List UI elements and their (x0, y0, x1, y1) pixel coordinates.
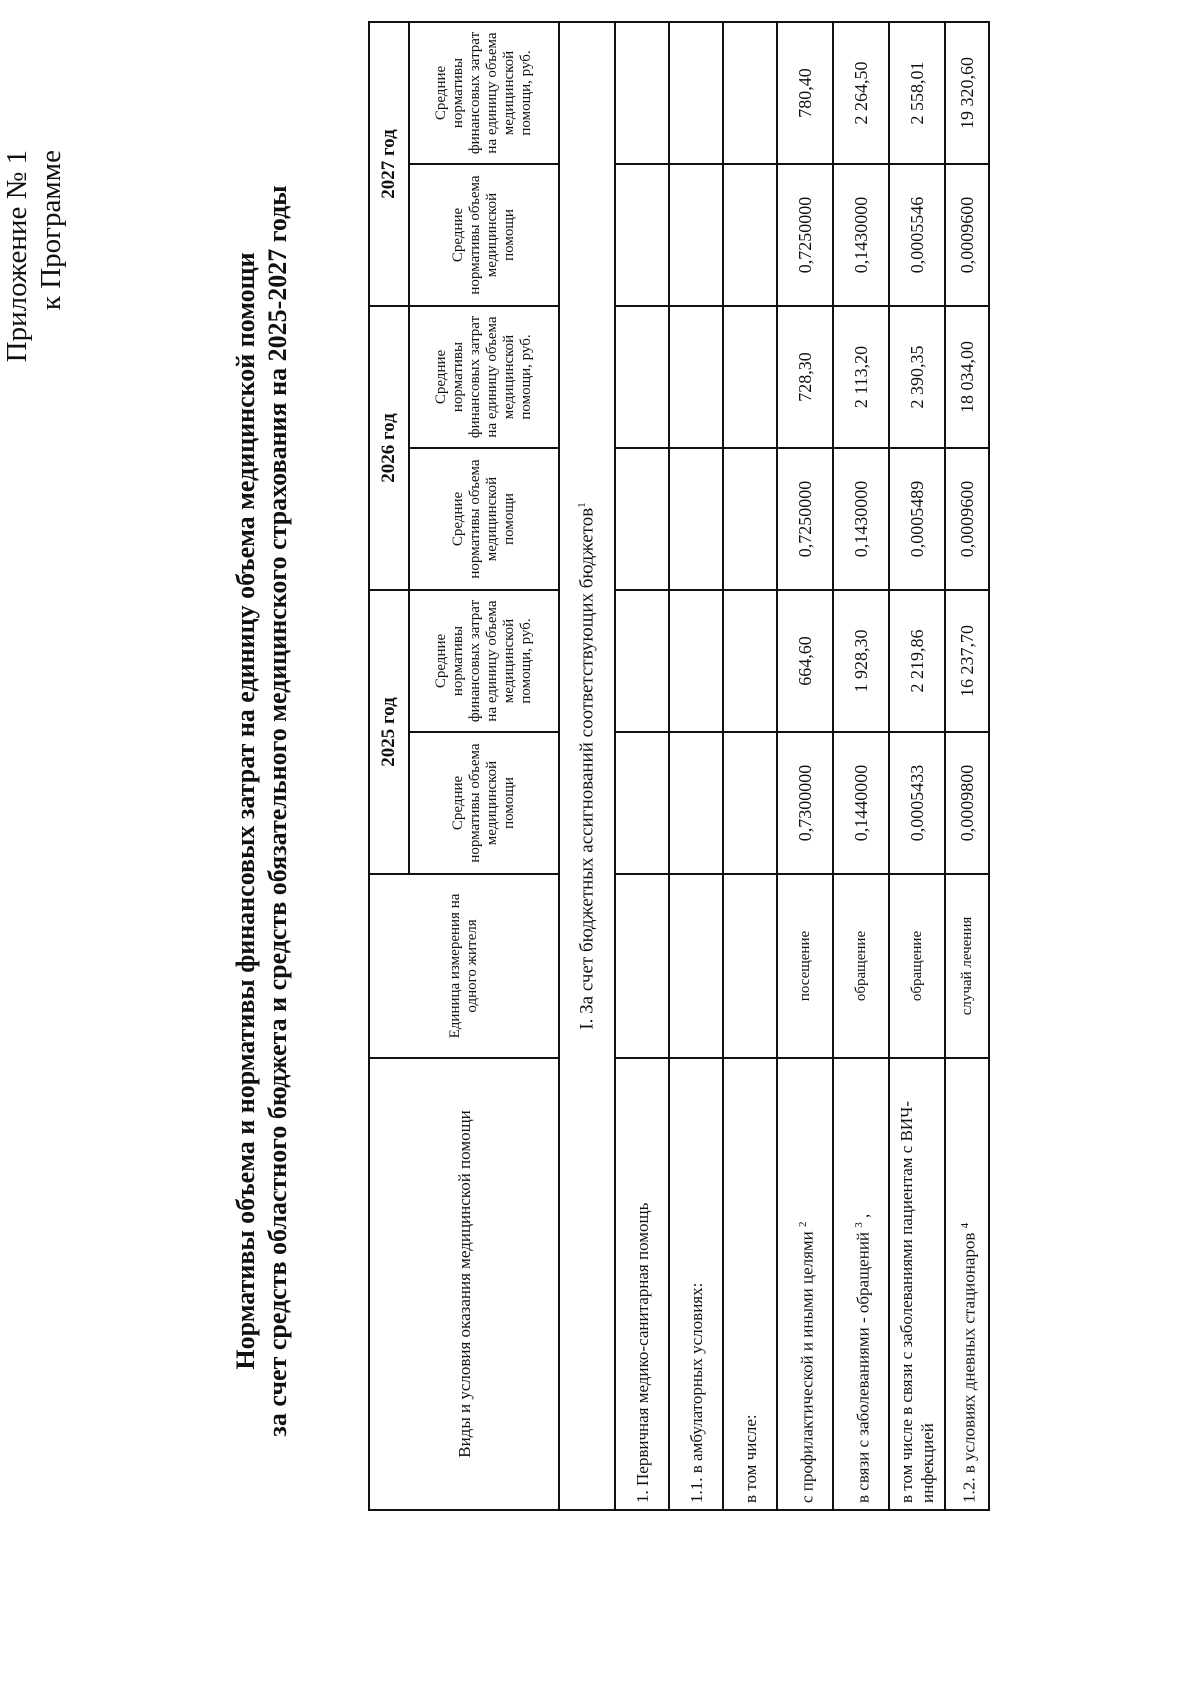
cell-volume-2027 (669, 164, 723, 306)
cell-cost-2026 (615, 306, 669, 448)
row-unit (669, 874, 723, 1058)
header-volume-2025: Средние нормативы объема медицинской помощи (409, 732, 559, 874)
header-volume-2027: Средние нормативы объема медицинской помощи (409, 164, 559, 306)
header-year-2026: 2026 год (369, 306, 409, 590)
cell-volume-2025: 0,1440000 (833, 732, 889, 874)
cell-volume-2025: 0,0009800 (945, 732, 989, 874)
appendix-line-2: к Программе (35, 150, 67, 311)
row-name-text: с профилактической и иными целями (797, 1231, 817, 1503)
cell-volume-2026: 0,1430000 (833, 448, 889, 590)
row-name: в связи с заболеваниями - обращений $^3$ , (833, 1058, 889, 1510)
cell-cost-2026 (723, 306, 777, 448)
row-name: в том числе в связи с заболеваниями пациентам с ВИЧ-инфекцией (889, 1058, 945, 1510)
cell-volume-2025 (615, 732, 669, 874)
cell-cost-2026 (669, 306, 723, 448)
cell-cost-2025: 16 237,70 (945, 590, 989, 732)
cell-volume-2026: 0,0009600 (945, 448, 989, 590)
row-unit (723, 874, 777, 1058)
cell-cost-2025 (669, 590, 723, 732)
appendix-line-1: Приложение № 1 (1, 150, 33, 363)
header-cost-2027: Средние нормативы финансовых затрат на единицу объема медицинской помощи, руб. (409, 22, 559, 164)
header-cost-2025: Средние нормативы финансовых затрат на единицу объема медицинской помощи, руб. (409, 590, 559, 732)
row-unit (615, 874, 669, 1058)
cell-cost-2027: 19 320,60 (945, 22, 989, 164)
cell-cost-2025: 1 928,30 (833, 590, 889, 732)
row-name (777, 1058, 833, 1510)
cell-cost-2027 (723, 22, 777, 164)
row-unit: обращение (889, 874, 945, 1058)
row-name: 1. Первичная медико-санитарная помощь (615, 1058, 669, 1510)
cell-volume-2025 (669, 732, 723, 874)
header-cost-2026: Средние нормативы финансовых затрат на единицу объема медицинской помощи, руб. (409, 306, 559, 448)
cell-cost-2025: 2 219,86 (889, 590, 945, 732)
row-footnote: 4 (958, 1222, 971, 1229)
header-year-2027: 2027 год (369, 22, 409, 306)
cell-cost-2027: 2 558,01 (889, 22, 945, 164)
cell-cost-2027: 2 264,50 (833, 22, 889, 164)
table-row (615, 22, 669, 1510)
cell-volume-2025 (723, 732, 777, 874)
cell-volume-2026: 0,0005489 (889, 448, 945, 590)
cell-cost-2027: 780,40 (777, 22, 833, 164)
cell-cost-2026: 2 390,35 (889, 306, 945, 448)
header-year-2025: 2025 год (369, 590, 409, 874)
table-row (945, 22, 989, 1510)
section-footnote: 1 (575, 502, 588, 508)
document-title (230, 121, 294, 1501)
cell-cost-2027 (669, 22, 723, 164)
section-heading (559, 22, 615, 1510)
row-name (945, 1058, 989, 1510)
section-heading-text: I. За счет бюджетных ассигнований соответствующих бюджетов (576, 507, 598, 1030)
table-row (669, 22, 723, 1510)
row-unit: обращение (833, 874, 889, 1058)
cell-volume-2027: 0,7250000 (777, 164, 833, 306)
row-footnote: 2 (796, 1221, 809, 1227)
header-type: Виды и условия оказания медицинской помощи (369, 1058, 559, 1510)
header-volume-2026: Средние нормативы объема медицинской помощи (409, 448, 559, 590)
cell-volume-2027: 0,0009600 (945, 164, 989, 306)
cell-volume-2027 (615, 164, 669, 306)
row-name: 1.1. в амбулаторных условиях: (669, 1058, 723, 1510)
cell-volume-2025: 0,0005433 (889, 732, 945, 874)
cell-cost-2025 (615, 590, 669, 732)
table-row (889, 22, 945, 1510)
cell-cost-2026: 18 034,00 (945, 306, 989, 448)
row-name-text: в связи с заболеваниями - обращений (853, 1231, 873, 1503)
appendix-label (0, 150, 68, 450)
cell-volume-2026: 0,7250000 (777, 448, 833, 590)
norms-table (368, 21, 990, 1511)
cell-cost-2025 (723, 590, 777, 732)
table-row (833, 22, 889, 1510)
cell-cost-2026: 728,30 (777, 306, 833, 448)
cell-volume-2026 (615, 448, 669, 590)
cell-cost-2026: 2 113,20 (833, 306, 889, 448)
row-name-text: 1.2. в условиях дневных стационаров (959, 1232, 979, 1503)
table-row (723, 22, 777, 1510)
cell-cost-2025: 664,60 (777, 590, 833, 732)
cell-volume-2026 (723, 448, 777, 590)
table-row (777, 22, 833, 1510)
title-line-2: за счет средств областного бюджета и средств обязательного медицинского страхования на 2025-2027 годы (263, 185, 292, 1437)
cell-volume-2027 (723, 164, 777, 306)
cell-volume-2026 (669, 448, 723, 590)
cell-volume-2025: 0,7300000 (777, 732, 833, 874)
cell-volume-2027: 0,0005546 (889, 164, 945, 306)
title-line-1: Нормативы объема и нормативы финансовых затрат на единицу объема медицинской помощи (231, 252, 260, 1370)
row-unit: посещение (777, 874, 833, 1058)
cell-cost-2027 (615, 22, 669, 164)
row-footnote: 3 (852, 1222, 865, 1228)
header-unit: Единица измерения на одного жителя (369, 874, 559, 1058)
cell-volume-2027: 0,1430000 (833, 164, 889, 306)
row-unit: случай лечения (945, 874, 989, 1058)
row-name: в том числе: (723, 1058, 777, 1510)
